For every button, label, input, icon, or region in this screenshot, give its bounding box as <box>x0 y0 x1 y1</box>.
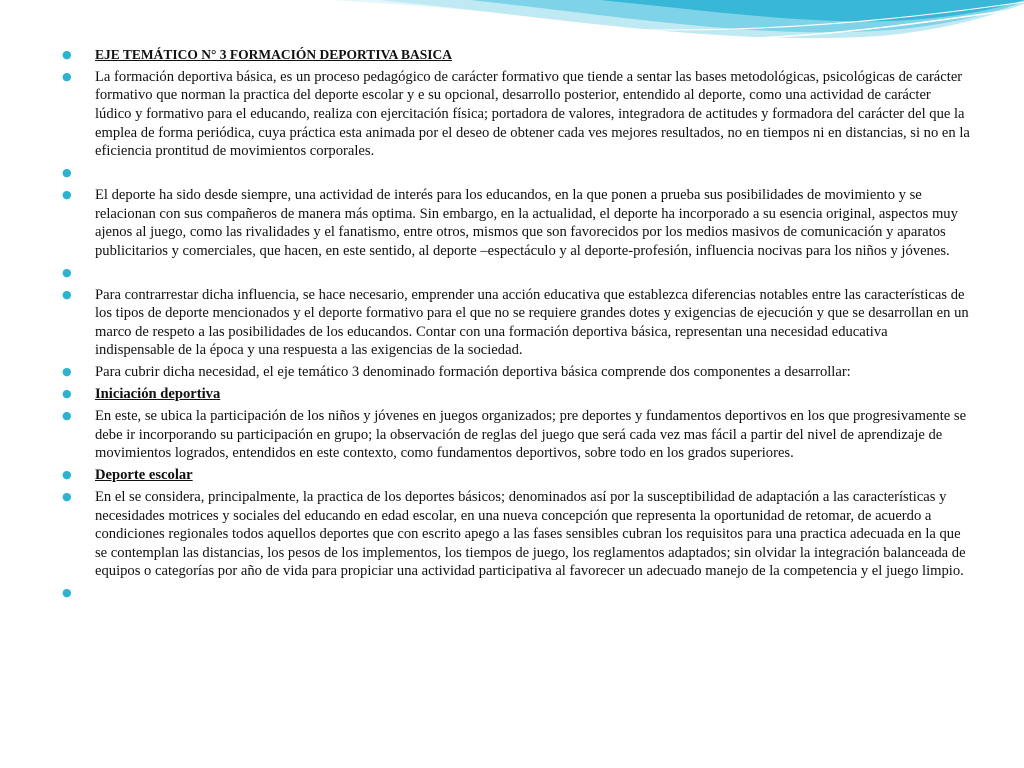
bullet-icon: ● <box>62 387 72 401</box>
bullet-icon: ● <box>62 265 72 279</box>
bullet-icon: ● <box>62 48 72 61</box>
bullet-list <box>62 46 970 603</box>
bullet-icon: ● <box>62 468 72 482</box>
bullet-item-empty <box>62 584 970 603</box>
paragraph-text: En el se considera, principalmente, la practica de los deportes básicos; denominados así por la susceptibilidad de adaptación a las características y necesidades motrices y sociales del educando en edad escolar, en una nueva concepción que representa la oportunidad de retomar, de acuerdo a condiciones regionales todos aquellos deportes que con escrito apego a las fases sensibles cubran los requisitos para una practica adecuada en la que se contemplan las distancias, los pesos de los implementos, los tiempos de juego, los reglamentos adaptados; sin olvidar la integración balanceada de equipos o categorías por año de vida para propiciar una actividad participativa al favorecer un adecuado manejo de la competencia y el juego limpio. <box>95 489 966 580</box>
bullet-item <box>62 186 970 260</box>
bullet-item <box>62 68 970 161</box>
bullet-icon: ● <box>62 409 72 423</box>
paragraph-text: En este, se ubica la participación de los niños y jóvenes en juegos organizados; pre deportes y fundamentos deportivos en los que progresivamente se debe ir incorporando su participación en grupo; la observación de reglas del juego que será cada vez mas fácil a partir del nivel de aprendizaje de movimientos logrados, entendidos en este contexto, como fundamentos deportivos, sobre todo en los grados superiores. <box>95 408 967 462</box>
bullet-icon: ● <box>62 188 72 202</box>
bullet-item-empty <box>62 264 970 283</box>
bullet-icon: ● <box>62 365 72 379</box>
bullet-icon: ● <box>62 166 72 180</box>
paragraph-text: La formación deportiva básica, es un proceso pedagógico de carácter formativo que tiende a sentar las bases metodológicas, psicológicas de carácter formativo que norman la practica del deporte escolar y e su opcional, desarrollo posterior, entendido al deporte, como una actividad de carácter lúdico y formativo para el educando, realiza con ejercitación física; portadora de valores, integradora de actitudes y formadora del carácter del que la emplea de forma periódica, cuya práctica esta animada por el deseo de obtener cada ves mejores resultados, no en tiempos ni en distancias, si no en la eficiencia prontitud de movimientos corporales. <box>95 68 970 160</box>
bullet-item-heading <box>62 385 970 404</box>
section-title: EJE TEMÁTICO N° 3 FORMACIÓN DEPORTIVA BASICA <box>95 47 452 62</box>
paragraph-text: El deporte ha sido desde siempre, una actividad de interés para los educandos, en la que ponen a prueba sus posibilidades de movimiento y se relacionan con sus compañeros de manera más optima. Sin embargo, en la actualidad, el deporte ha incorporado a su esencia original, aspectos muy ajenos al juego, como las rivalidades y el fanatismo, entre otros, mismos que son favorecidos por los medios masivos de comunicación y aparatos publicitarios y comerciales, que hacen, en este sentido, al deporte –espectáculo y al deporte-profesión, influencia nocivas para los niños y jóvenes. <box>95 187 958 259</box>
bullet-item-heading <box>62 46 970 65</box>
bullet-item-empty <box>62 164 970 183</box>
bullet-icon: ● <box>62 69 72 83</box>
slide-content <box>62 46 970 606</box>
paragraph-text: Para contrarrestar dicha influencia, se hace necesario, emprender una acción educativa que establezca diferencias notables entre las características de los tipos de deporte mencionados y el deporte formativo para el que no se requiere grandes dotes y exigencias de ejecución y que se desarrollan en un marco de respeto a las posibilidades de los educandos. Contar con una formación deportiva básica, representan una necesidad educativa indispensable de la época y una respuesta a las exigencias de la sociedad. <box>95 286 969 359</box>
bullet-icon: ● <box>62 586 72 600</box>
bullet-item-heading <box>62 466 970 485</box>
paragraph-text: Para cubrir dicha necesidad, el eje temático 3 denominado formación deportiva básica comprende dos componentes a desarrollar: <box>95 364 851 381</box>
bullet-item <box>62 488 970 581</box>
bullet-icon: ● <box>62 490 72 504</box>
bullet-item <box>62 407 970 463</box>
bullet-item <box>62 286 970 360</box>
bullet-icon: ● <box>62 287 72 301</box>
subsection-title: Iniciación deportiva <box>95 386 221 403</box>
bullet-item <box>62 363 970 382</box>
subsection-title: Deporte escolar <box>95 467 193 484</box>
